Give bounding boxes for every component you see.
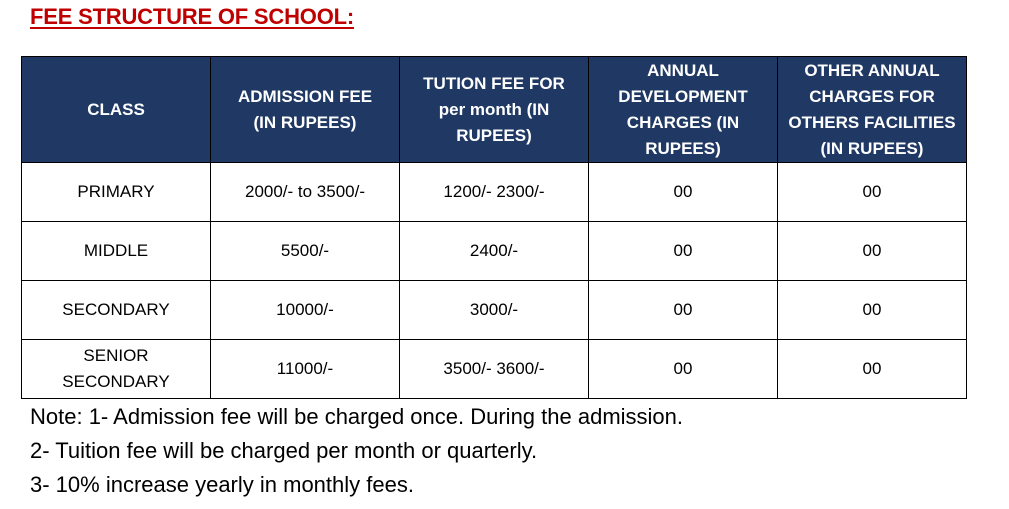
cell-tuition-fee: 2400/- — [400, 222, 589, 281]
cell-class: SENIOR SECONDARY — [22, 340, 211, 399]
note-line-3: 3- 10% increase yearly in monthly fees. — [30, 472, 414, 497]
header-admission-fee: ADMISSION FEE (IN RUPEES) — [211, 57, 400, 163]
cell-admission-fee: 10000/- — [211, 281, 400, 340]
cell-annual-development: 00 — [589, 340, 778, 399]
table-row — [22, 340, 967, 399]
cell-class: PRIMARY — [22, 163, 211, 222]
table-row — [22, 281, 967, 340]
cell-tuition-fee: 1200/- 2300/- — [400, 163, 589, 222]
header-class: CLASS — [22, 57, 211, 163]
notes-section — [30, 400, 683, 502]
cell-annual-development: 00 — [589, 222, 778, 281]
cell-admission-fee: 11000/- — [211, 340, 400, 399]
cell-other-charges: 00 — [778, 281, 967, 340]
cell-class: MIDDLE — [22, 222, 211, 281]
cell-other-charges: 00 — [778, 222, 967, 281]
header-tuition-fee: TUTION FEE FOR per month (IN RUPEES) — [400, 57, 589, 163]
note-line-2: 2- Tuition fee will be charged per month or quarterly. — [30, 438, 538, 463]
cell-other-charges: 00 — [778, 163, 967, 222]
fee-structure-table — [21, 56, 967, 399]
cell-annual-development: 00 — [589, 281, 778, 340]
cell-admission-fee: 2000/- to 3500/- — [211, 163, 400, 222]
table-row — [22, 163, 967, 222]
cell-tuition-fee: 3500/- 3600/- — [400, 340, 589, 399]
table-row — [22, 222, 967, 281]
page-title: FEE STRUCTURE OF SCHOOL: — [30, 4, 354, 29]
cell-class: SECONDARY — [22, 281, 211, 340]
table-header-row — [22, 57, 967, 163]
cell-admission-fee: 5500/- — [211, 222, 400, 281]
cell-tuition-fee: 3000/- — [400, 281, 589, 340]
note-line-1: Note: 1- Admission fee will be charged once. During the admission. — [30, 404, 684, 429]
cell-other-charges: 00 — [778, 340, 967, 399]
cell-annual-development: 00 — [589, 163, 778, 222]
header-annual-development: ANNUAL DEVELOPMENT CHARGES (IN RUPEES) — [589, 57, 778, 163]
header-other-annual-charges: OTHER ANNUAL CHARGES FOR OTHERS FACILITIES (IN RUPEES) — [778, 57, 967, 163]
